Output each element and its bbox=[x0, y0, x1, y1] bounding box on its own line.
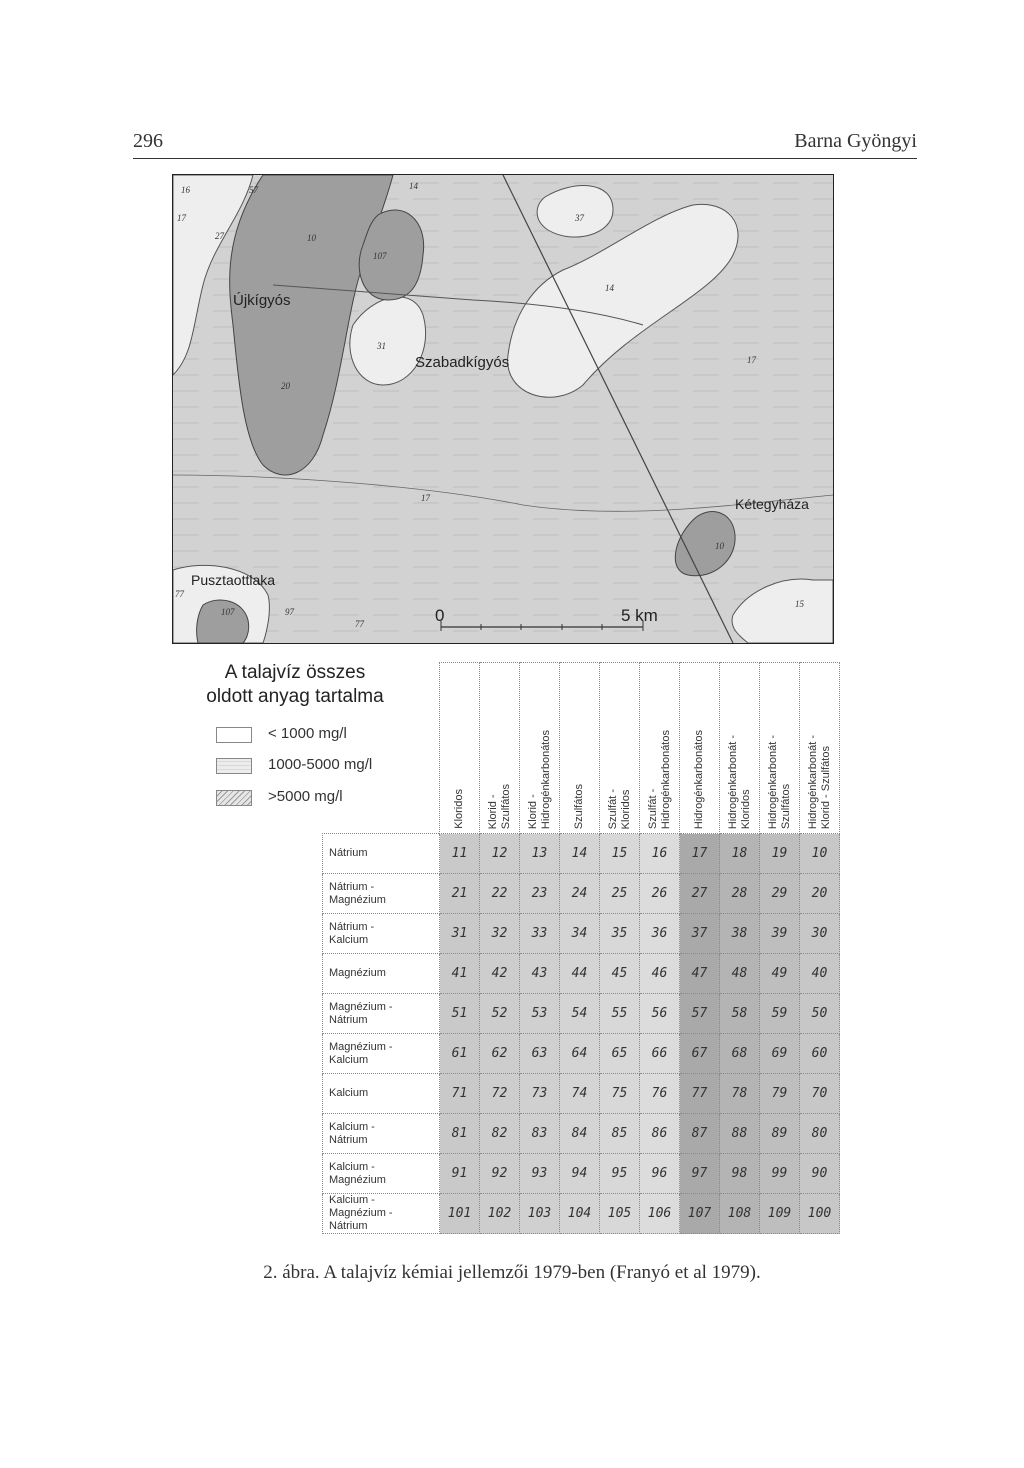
legend-label-low: < 1000 mg/l bbox=[268, 725, 347, 742]
column-header-label: Szulfát - Kloridos bbox=[606, 788, 632, 829]
table-cell: 19 bbox=[760, 834, 800, 874]
table-cell: 104 bbox=[560, 1194, 600, 1234]
table-cell: 68 bbox=[720, 1034, 760, 1074]
row-label: Nátrium bbox=[323, 834, 440, 874]
column-header bbox=[800, 663, 840, 834]
table-row bbox=[323, 914, 840, 954]
table-cell: 41 bbox=[440, 954, 480, 994]
column-header-label: Hidrogénkarbonát - Klorid - Szulfátos bbox=[806, 734, 832, 829]
table-cell: 58 bbox=[720, 994, 760, 1034]
table-cell: 98 bbox=[720, 1154, 760, 1194]
legend-swatch-mid bbox=[216, 758, 252, 774]
table-cell: 15 bbox=[600, 834, 640, 874]
table-cell: 73 bbox=[520, 1074, 560, 1114]
row-label: Magnézium - Nátrium bbox=[323, 994, 440, 1034]
map-drawing bbox=[173, 175, 833, 643]
table-cell: 48 bbox=[720, 954, 760, 994]
map-code: 57 bbox=[249, 185, 258, 195]
table-header-row bbox=[323, 663, 840, 834]
table-cell: 109 bbox=[760, 1194, 800, 1234]
town-label-ujkigyos: Újkígyós bbox=[233, 292, 291, 309]
town-label-ketegyhaza: Kétegyháza bbox=[735, 496, 809, 512]
table-cell: 108 bbox=[720, 1194, 760, 1234]
table-cell: 71 bbox=[440, 1074, 480, 1114]
table-row bbox=[323, 1034, 840, 1074]
map-code: 14 bbox=[605, 283, 614, 293]
table-cell: 47 bbox=[680, 954, 720, 994]
table-row bbox=[323, 1194, 840, 1234]
table-cell: 35 bbox=[600, 914, 640, 954]
table-cell: 65 bbox=[600, 1034, 640, 1074]
table-row bbox=[323, 994, 840, 1034]
table-cell: 42 bbox=[480, 954, 520, 994]
row-label: Kalcium - Magnézium - Nátrium bbox=[323, 1194, 440, 1234]
table-cell: 40 bbox=[800, 954, 840, 994]
table-cell: 18 bbox=[720, 834, 760, 874]
table-cell: 50 bbox=[800, 994, 840, 1034]
column-header bbox=[760, 663, 800, 834]
page-header bbox=[133, 126, 917, 159]
legend-label-mid: 1000-5000 mg/l bbox=[268, 756, 373, 773]
table-cell: 93 bbox=[520, 1154, 560, 1194]
table-cell: 37 bbox=[680, 914, 720, 954]
table-cell: 32 bbox=[480, 914, 520, 954]
chemistry-type-table bbox=[322, 662, 840, 1234]
table-row bbox=[323, 834, 840, 874]
column-header-label: Kloridos bbox=[453, 789, 465, 829]
map-code: 17 bbox=[177, 213, 186, 223]
column-header bbox=[440, 663, 480, 834]
map-code: 10 bbox=[307, 233, 316, 243]
legend-swatch-high bbox=[216, 790, 252, 806]
table-cell: 45 bbox=[600, 954, 640, 994]
table-cell: 25 bbox=[600, 874, 640, 914]
table-cell: 21 bbox=[440, 874, 480, 914]
column-header-label: Hidrogénkarbonát - Kloridos bbox=[726, 734, 752, 829]
town-label-szabadkigyos: Szabadkígyós bbox=[415, 354, 510, 371]
table-cell: 60 bbox=[800, 1034, 840, 1074]
table-cell: 36 bbox=[640, 914, 680, 954]
map-code: 97 bbox=[285, 607, 294, 617]
table-cell: 31 bbox=[440, 914, 480, 954]
table-cell: 20 bbox=[800, 874, 840, 914]
column-header bbox=[640, 663, 680, 834]
map-code: 31 bbox=[377, 341, 386, 351]
map-code: 77 bbox=[355, 619, 364, 629]
map-code: 15 bbox=[795, 599, 804, 609]
table-cell: 62 bbox=[480, 1034, 520, 1074]
table-cell: 16 bbox=[640, 834, 680, 874]
table-cell: 87 bbox=[680, 1114, 720, 1154]
table-cell: 38 bbox=[720, 914, 760, 954]
table-cell: 64 bbox=[560, 1034, 600, 1074]
table-cell: 77 bbox=[680, 1074, 720, 1114]
table-cell: 61 bbox=[440, 1034, 480, 1074]
table-cell: 59 bbox=[760, 994, 800, 1034]
map-code: 10 bbox=[715, 541, 724, 551]
table-cell: 28 bbox=[720, 874, 760, 914]
table-cell: 75 bbox=[600, 1074, 640, 1114]
table-cell: 82 bbox=[480, 1114, 520, 1154]
map-code: 14 bbox=[409, 181, 418, 191]
table-row bbox=[323, 874, 840, 914]
table-cell: 96 bbox=[640, 1154, 680, 1194]
row-label: Magnézium - Kalcium bbox=[323, 1034, 440, 1074]
table-cell: 106 bbox=[640, 1194, 680, 1234]
table-cell: 66 bbox=[640, 1034, 680, 1074]
table-cell: 49 bbox=[760, 954, 800, 994]
column-header-label: Hidrogénkarbonát - Szulfátos bbox=[766, 734, 792, 829]
legend-title: A talajvíz összes oldott anyag tartalma bbox=[206, 662, 384, 707]
table-cell: 84 bbox=[560, 1114, 600, 1154]
map-code: 20 bbox=[281, 381, 290, 391]
column-header bbox=[720, 663, 760, 834]
table-cell: 85 bbox=[600, 1114, 640, 1154]
table-cell: 43 bbox=[520, 954, 560, 994]
row-label: Nátrium - Kalcium bbox=[323, 914, 440, 954]
table-cell: 95 bbox=[600, 1154, 640, 1194]
table-body bbox=[323, 834, 840, 1234]
table-cell: 99 bbox=[760, 1154, 800, 1194]
map-code: 77 bbox=[175, 589, 184, 599]
column-header bbox=[560, 663, 600, 834]
table-cell: 80 bbox=[800, 1114, 840, 1154]
table-cell: 90 bbox=[800, 1154, 840, 1194]
scale-end-label: 5 km bbox=[621, 606, 658, 625]
table-cell: 55 bbox=[600, 994, 640, 1034]
table-cell: 23 bbox=[520, 874, 560, 914]
table-cell: 29 bbox=[760, 874, 800, 914]
table-row bbox=[323, 1154, 840, 1194]
table-cell: 39 bbox=[760, 914, 800, 954]
column-header bbox=[600, 663, 640, 834]
table-corner bbox=[323, 663, 440, 834]
table-cell: 92 bbox=[480, 1154, 520, 1194]
map-code: 37 bbox=[575, 213, 584, 223]
soil-water-map bbox=[172, 174, 834, 644]
table-row bbox=[323, 1114, 840, 1154]
row-label: Magnézium bbox=[323, 954, 440, 994]
table-cell: 52 bbox=[480, 994, 520, 1034]
table-cell: 81 bbox=[440, 1114, 480, 1154]
row-label: Kalcium bbox=[323, 1074, 440, 1114]
column-header-label: Szulfátos bbox=[573, 783, 585, 829]
table-cell: 63 bbox=[520, 1034, 560, 1074]
author-name: Barna Gyöngyi bbox=[794, 130, 917, 152]
table-cell: 14 bbox=[560, 834, 600, 874]
map-code: 17 bbox=[747, 355, 756, 365]
table-cell: 78 bbox=[720, 1074, 760, 1114]
table-cell: 74 bbox=[560, 1074, 600, 1114]
table-cell: 56 bbox=[640, 994, 680, 1034]
table-cell: 17 bbox=[680, 834, 720, 874]
table-cell: 67 bbox=[680, 1034, 720, 1074]
table-cell: 24 bbox=[560, 874, 600, 914]
table-cell: 91 bbox=[440, 1154, 480, 1194]
column-header bbox=[480, 663, 520, 834]
column-header-label: Szulfát - Hidrogénkarbonátos bbox=[646, 729, 672, 829]
legend-swatch-low bbox=[216, 727, 252, 743]
column-header-label: Klorid - Szulfátos bbox=[486, 783, 512, 829]
table-cell: 107 bbox=[680, 1194, 720, 1234]
column-header-label: Hidrogénkarbonátos bbox=[693, 729, 705, 829]
table-row bbox=[323, 954, 840, 994]
table-cell: 105 bbox=[600, 1194, 640, 1234]
figure-caption: 2. ábra. A talajvíz kémiai jellemzői 1979-ben (Franyó et al 1979). bbox=[263, 1262, 761, 1283]
column-header bbox=[520, 663, 560, 834]
scale-start-label: 0 bbox=[435, 606, 445, 625]
map-code: 107 bbox=[221, 607, 235, 617]
page-number: 296 bbox=[133, 130, 163, 152]
table-cell: 30 bbox=[800, 914, 840, 954]
table-row bbox=[323, 1074, 840, 1114]
table-cell: 102 bbox=[480, 1194, 520, 1234]
column-header-label: Klorid - Hidrogénkarbonátos bbox=[526, 729, 552, 829]
table-cell: 12 bbox=[480, 834, 520, 874]
table-cell: 86 bbox=[640, 1114, 680, 1154]
table-cell: 94 bbox=[560, 1154, 600, 1194]
table-cell: 44 bbox=[560, 954, 600, 994]
table-cell: 101 bbox=[440, 1194, 480, 1234]
table-cell: 54 bbox=[560, 994, 600, 1034]
table-cell: 22 bbox=[480, 874, 520, 914]
table-cell: 83 bbox=[520, 1114, 560, 1154]
table-cell: 53 bbox=[520, 994, 560, 1034]
table-cell: 97 bbox=[680, 1154, 720, 1194]
table-cell: 88 bbox=[720, 1114, 760, 1154]
table-cell: 51 bbox=[440, 994, 480, 1034]
legend-label-high: >5000 mg/l bbox=[268, 788, 343, 805]
table-cell: 11 bbox=[440, 834, 480, 874]
table-cell: 10 bbox=[800, 834, 840, 874]
map-code: 17 bbox=[421, 493, 430, 503]
table-cell: 34 bbox=[560, 914, 600, 954]
table-cell: 89 bbox=[760, 1114, 800, 1154]
table-cell: 100 bbox=[800, 1194, 840, 1234]
table-cell: 70 bbox=[800, 1074, 840, 1114]
table-cell: 103 bbox=[520, 1194, 560, 1234]
table-cell: 46 bbox=[640, 954, 680, 994]
map-code: 107 bbox=[373, 251, 387, 261]
table-cell: 69 bbox=[760, 1034, 800, 1074]
table-cell: 72 bbox=[480, 1074, 520, 1114]
row-label: Nátrium - Magnézium bbox=[323, 874, 440, 914]
row-label: Kalcium - Nátrium bbox=[323, 1114, 440, 1154]
table-cell: 26 bbox=[640, 874, 680, 914]
table-cell: 33 bbox=[520, 914, 560, 954]
table-cell: 57 bbox=[680, 994, 720, 1034]
table-cell: 27 bbox=[680, 874, 720, 914]
map-code: 16 bbox=[181, 185, 190, 195]
column-header bbox=[680, 663, 720, 834]
table-cell: 13 bbox=[520, 834, 560, 874]
town-label-pusztaottlaka: Pusztaottlaka bbox=[191, 572, 276, 588]
table-cell: 76 bbox=[640, 1074, 680, 1114]
map-code: 27 bbox=[215, 231, 224, 241]
table-cell: 79 bbox=[760, 1074, 800, 1114]
row-label: Kalcium - Magnézium bbox=[323, 1154, 440, 1194]
